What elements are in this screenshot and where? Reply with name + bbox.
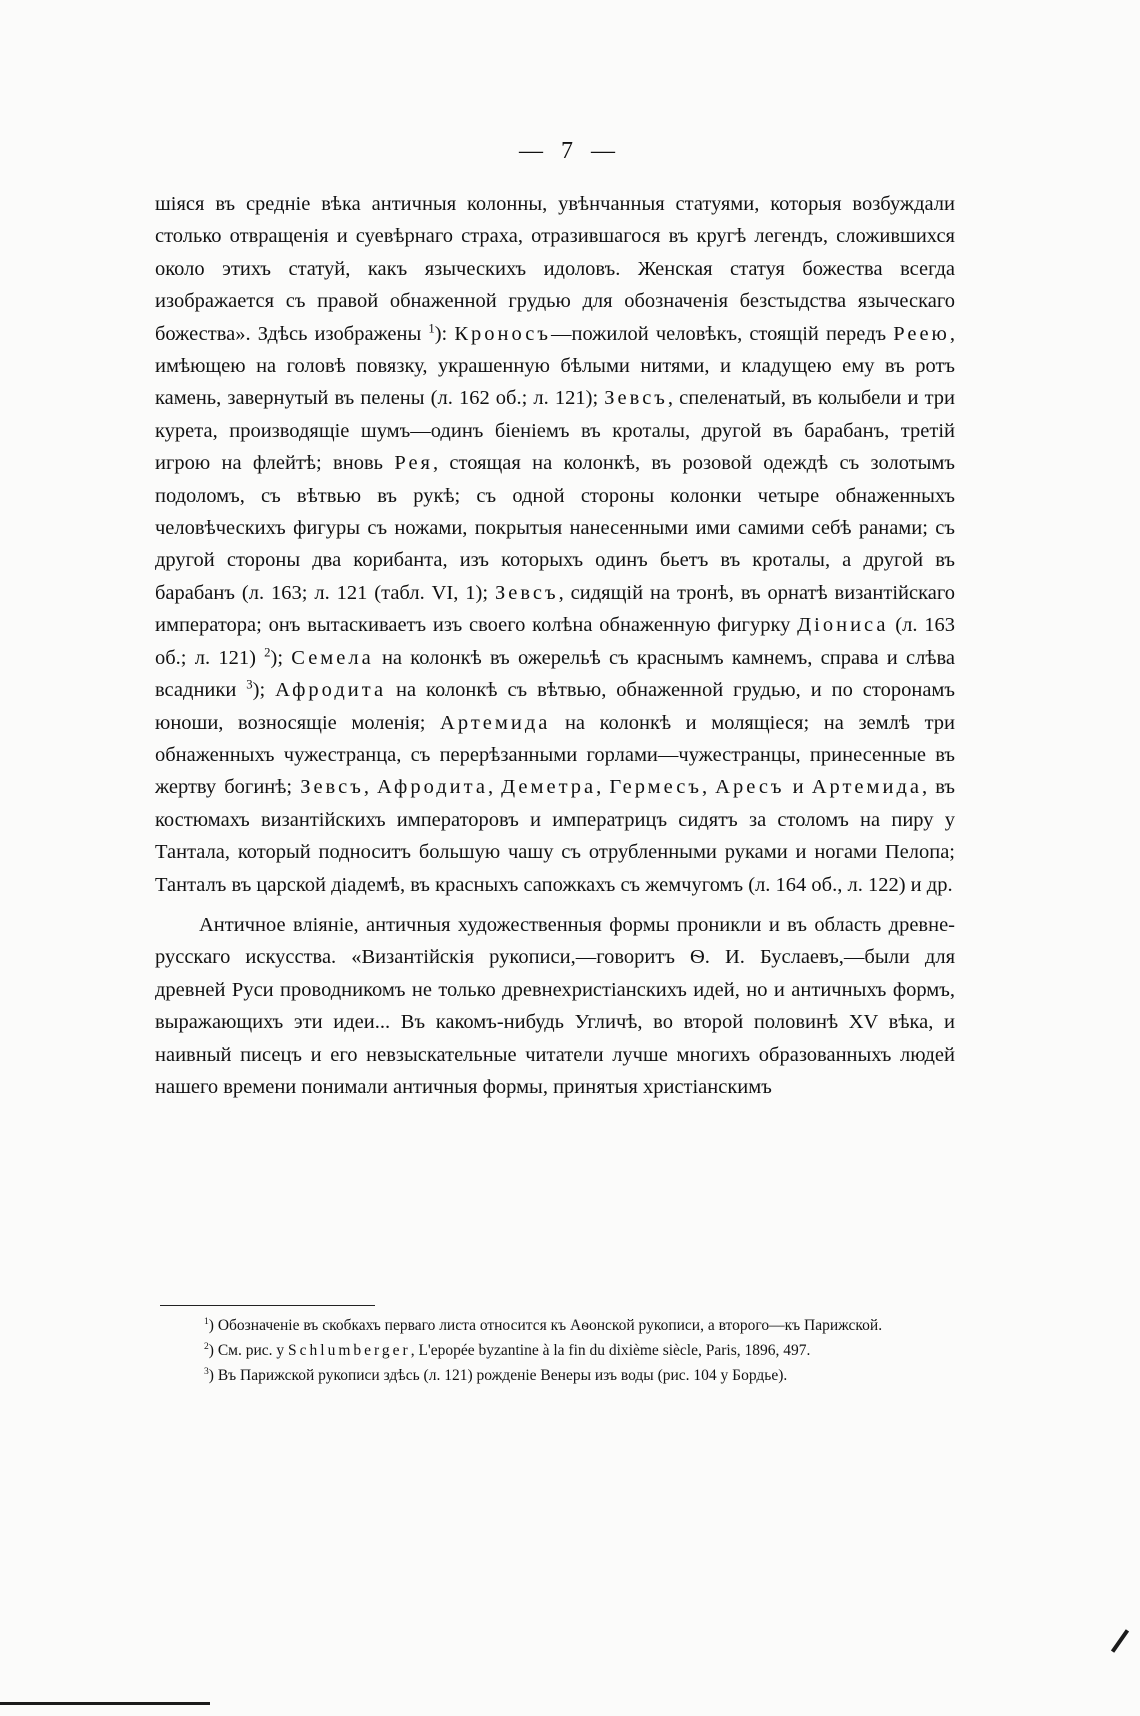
- text-run: );: [270, 646, 292, 669]
- footnote-ref: 3: [246, 677, 253, 692]
- text-run: ):: [434, 322, 455, 345]
- emphasized-name: Зевсъ: [495, 581, 559, 604]
- author-name: Schlumberger: [288, 1341, 411, 1359]
- emphasized-name: Афродита: [275, 679, 387, 702]
- footnote-divider: [160, 1305, 375, 1306]
- footnote-mark: 2: [204, 1341, 209, 1353]
- text-run: на колонкѣ съ вѣтвью, обнаженной грудью, и по сторонамъ юноши, возносящіе моленія;: [155, 679, 955, 734]
- emphasized-name: Аресъ: [715, 776, 785, 799]
- page-number: — 7 —: [519, 138, 621, 164]
- scan-artifact-bottom-left: [0, 1702, 210, 1705]
- footnote-3: [160, 1365, 932, 1387]
- emphasized-name: Артемида: [811, 776, 923, 799]
- text-run: , сидящій на тронѣ, въ орнатѣ византійскаго императора; онъ вытаскиваетъ изъ своего колѣна обнаженную фигурку: [155, 581, 955, 637]
- text-run: на колонкѣ въ ожерельѣ съ краснымъ камнемъ, справа и слѣва всадники: [155, 646, 955, 702]
- emphasized-name: Деметра: [501, 776, 597, 799]
- text-run: ,: [363, 776, 378, 799]
- body-text: [155, 188, 955, 1103]
- footnote-2: [160, 1340, 932, 1362]
- emphasized-name: Афродита: [377, 776, 488, 799]
- emphasized-name: Рея: [394, 452, 433, 475]
- footnote-text: ) См. рис. у: [208, 1341, 289, 1359]
- footnote-text: ) Въ Парижской рукописи здѣсь (л. 121) рожденіе Венеры изъ воды (рис. 104 у Бордье).: [208, 1366, 788, 1384]
- emphasized-name: Зевсъ: [604, 387, 668, 410]
- text-run: ,: [701, 776, 716, 799]
- footnotes: [160, 1315, 932, 1389]
- text-run: ,: [596, 776, 610, 799]
- footnote-text: ) Обозначеніе въ скобкахъ перваго листа относится къ Аѳонской рукописи, а второго—къ Парижской.: [208, 1317, 883, 1334]
- emphasized-name: Реею: [893, 322, 950, 345]
- emphasized-name: Семела: [291, 646, 374, 669]
- emphasized-name: Зевсъ: [300, 776, 364, 799]
- text-run: на колонкѣ и молящіеся; на землѣ три обнаженныхъ чужестранца, съ перерѣзанными горлами—чужестранцы, принесенные въ жертву богинѣ;: [155, 711, 956, 799]
- paragraph-2: Античное вліяніе, античныя художественныя формы проникли и въ область древне-русскаго искусства. «Византійскія рукописи,—говоритъ Ѳ. И. Буслаевъ,—были для древней Руси проводникомъ не только древнехристіанскихъ идей, но и античныхъ формъ, выражающихъ эти идеи... Въ какомъ-нибудь Угличѣ, во второй половинѣ XV вѣка, и наивный писецъ и его невзыскательные читатели лучше многихъ образованныхъ людей нашего времени понимали античныя формы, принятыя христіанскимъ: [155, 913, 955, 1098]
- footnote-text: , L'epopée byzantine à la fin du dixième siècle, Paris, 1896, 497.: [410, 1341, 811, 1359]
- emphasized-name: Кроносъ: [454, 322, 551, 345]
- text-run: , въ костюмахъ византійскихъ императоровъ и императрицъ сидятъ за столомъ на пиру у Тантала, который подноситъ большую чашу съ отрубленными руками и ногами Пелопа; Танталъ въ царской діадемѣ, въ красныхъ сапожкахъ съ жемчугомъ (л. 164 об., л. 122) и др.: [155, 776, 955, 896]
- footnote-mark: 3: [204, 1365, 209, 1377]
- emphasized-name: Гермесъ: [609, 776, 702, 799]
- footnote-ref: 2: [264, 645, 271, 660]
- emphasized-name: Діониса: [797, 614, 889, 637]
- text-run: и: [784, 776, 812, 799]
- text-run: ,: [487, 776, 502, 799]
- text-run: , стоящая на колонкѣ, въ розовой одеждѣ съ золотымъ подоломъ, съ вѣтвью въ рукѣ; съ одной стороны колонки четыре обнаженныхъ человѣческихъ фигуры съ ножами, покрытыя нанесенными ими самими себѣ ранами; съ другой стороны два корибанта, изъ которыхъ одинъ бьетъ въ кроталы, а другой въ барабанъ (л. 163; л. 121 (табл. VI, 1);: [155, 452, 955, 604]
- paragraph-1: [155, 188, 955, 901]
- emphasized-name: Артемида: [440, 711, 551, 734]
- text-run: (л. 163 об.; л. 121): [155, 614, 955, 669]
- text-run: —пожилой человѣкъ, стоящій передъ: [550, 322, 894, 345]
- text-run: , спеленатый, въ колыбели и три курета, производящіе шумъ—одинъ біеніемъ въ кроталы, другой въ барабанъ, третій игрою на флейтѣ; вновь: [155, 387, 956, 475]
- text-run: шiяся въ средніе вѣка античныя колонны, увѣнчанныя статуями, которыя возбуждали столько отвращенія и суевѣрнаго страха, отразившагося въ кругѣ легендъ, сложившихся около этихъ статуй, какъ языческихъ идоловъ. Женская статуя божества всегда изображается съ правой обнаженной грудью для обозначенія безстыдства языческаго божества». Здѣсь изображены: [155, 193, 955, 345]
- scan-artifact-right-edge: [1111, 1629, 1129, 1653]
- footnote-1: [160, 1315, 932, 1337]
- text-run: , имѣющею на головѣ повязку, украшенную бѣлыми нитями, и кладущею ему въ ротъ камень, завернутый въ пелены (л. 162 об.; л. 121);: [155, 322, 955, 410]
- footnote-ref: 1: [428, 321, 435, 335]
- footnote-mark: 1: [204, 1316, 209, 1328]
- text-run: );: [252, 679, 276, 702]
